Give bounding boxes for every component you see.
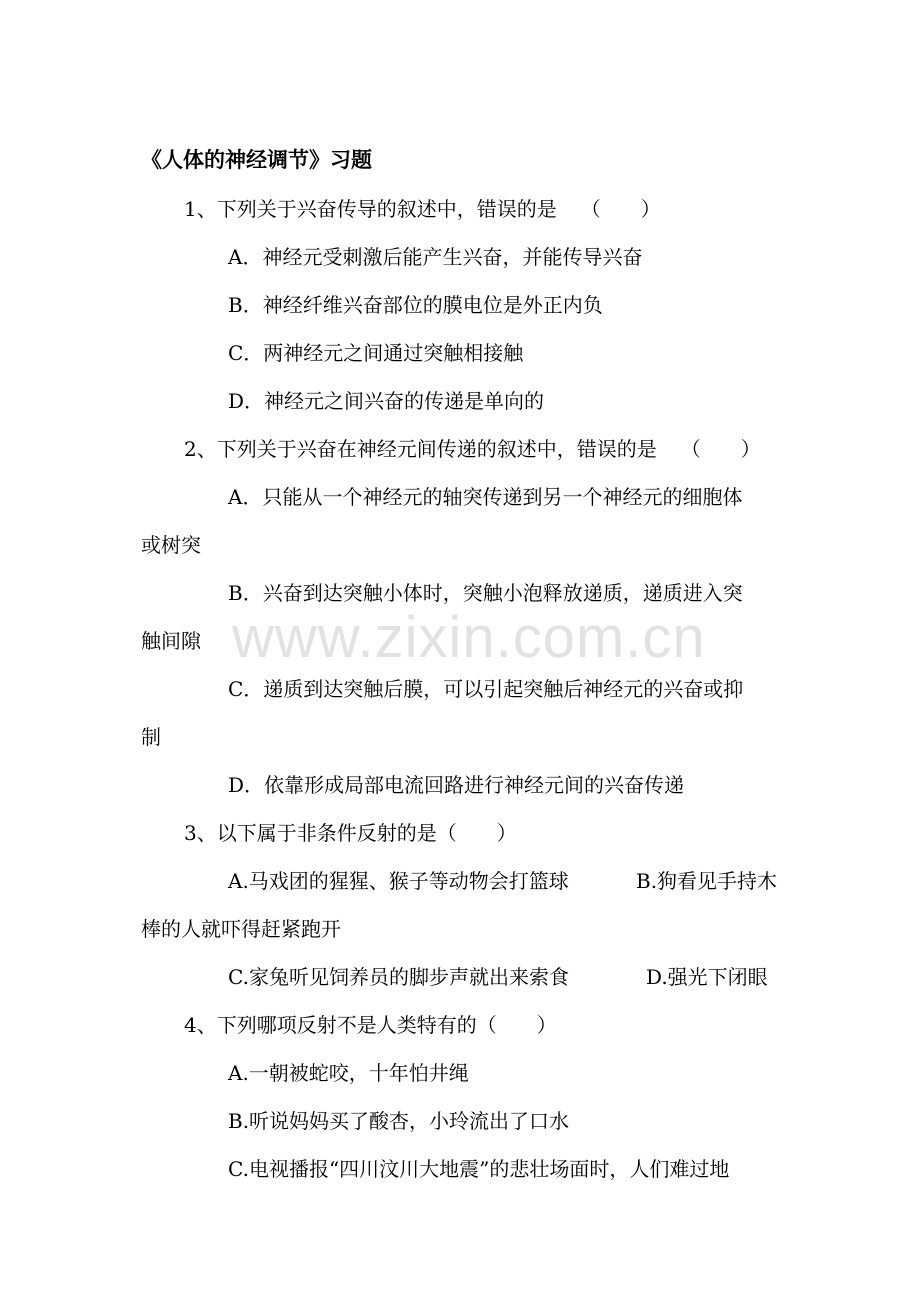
- answer-paren: （ ）: [680, 437, 761, 461]
- question-4-option-a: A.一朝被蛇咬，十年怕井绳: [228, 1061, 469, 1085]
- question-3-option-b-line-1: B.狗看见手持木: [636, 869, 778, 893]
- question-3-option-b-line-2: 棒的人就吓得赶紧跑开: [141, 917, 341, 941]
- question-1-stem: [184, 197, 661, 221]
- question-4-stem: 4、下列哪项反射不是人类特有的（ ）: [184, 1013, 557, 1037]
- question-2-option-a-line-1: A．只能从一个神经元的轴突传递到另一个神经元的细胞体: [228, 485, 743, 509]
- question-3-stem: 3、以下属于非条件反射的是（ ）: [184, 821, 517, 845]
- question-4-option-b: B.听说妈妈买了酸杏，小玲流出了口水: [228, 1109, 570, 1133]
- question-2-option-b-line-1: B．兴奋到达突触小体时，突触小泡释放递质，递质进入突: [228, 581, 743, 605]
- question-1-option-c: C．两神经元之间通过突触相接触: [228, 341, 524, 365]
- question-3-option-a: A.马戏团的猩猩、猴子等动物会打篮球: [228, 869, 569, 893]
- question-2-option-a-line-2: 或树突: [141, 533, 201, 557]
- question-1-option-b: B．神经纤维兴奋部位的膜电位是外正内负: [228, 293, 603, 317]
- question-4-option-c: C.电视播报“四川汶川大地震”的悲壮场面时，人们难过地: [228, 1157, 730, 1181]
- question-2-stem: [184, 437, 761, 461]
- question-1-option-a: A．神经元受刺激后能产生兴奋，并能传导兴奋: [228, 245, 643, 269]
- question-1-text: 1、下列关于兴奋传导的叙述中，错误的是: [184, 197, 557, 221]
- question-2-text: 2、下列关于兴奋在神经元间传递的叙述中，错误的是: [184, 437, 657, 461]
- page-title: 《人体的神经调节》习题: [141, 147, 372, 172]
- question-3-option-d: D.强光下闭眼: [646, 965, 768, 989]
- answer-paren: （ ）: [580, 197, 661, 221]
- question-2-option-c-line-1: C．递质到达突触后膜，可以引起突触后神经元的兴奋或抑: [228, 677, 744, 701]
- question-2-option-b-line-2: 触间隙: [141, 629, 201, 653]
- question-2-option-d: D．依靠形成局部电流回路进行神经元间的兴奋传递: [228, 773, 685, 797]
- watermark: www.zixin.com.cn: [232, 605, 706, 670]
- question-3-option-c: C.家兔听见饲养员的脚步声就出来索食: [228, 965, 569, 989]
- question-2-option-c-line-2: 制: [141, 725, 161, 749]
- question-1-option-d: D．神经元之间兴奋的传递是单向的: [228, 389, 545, 413]
